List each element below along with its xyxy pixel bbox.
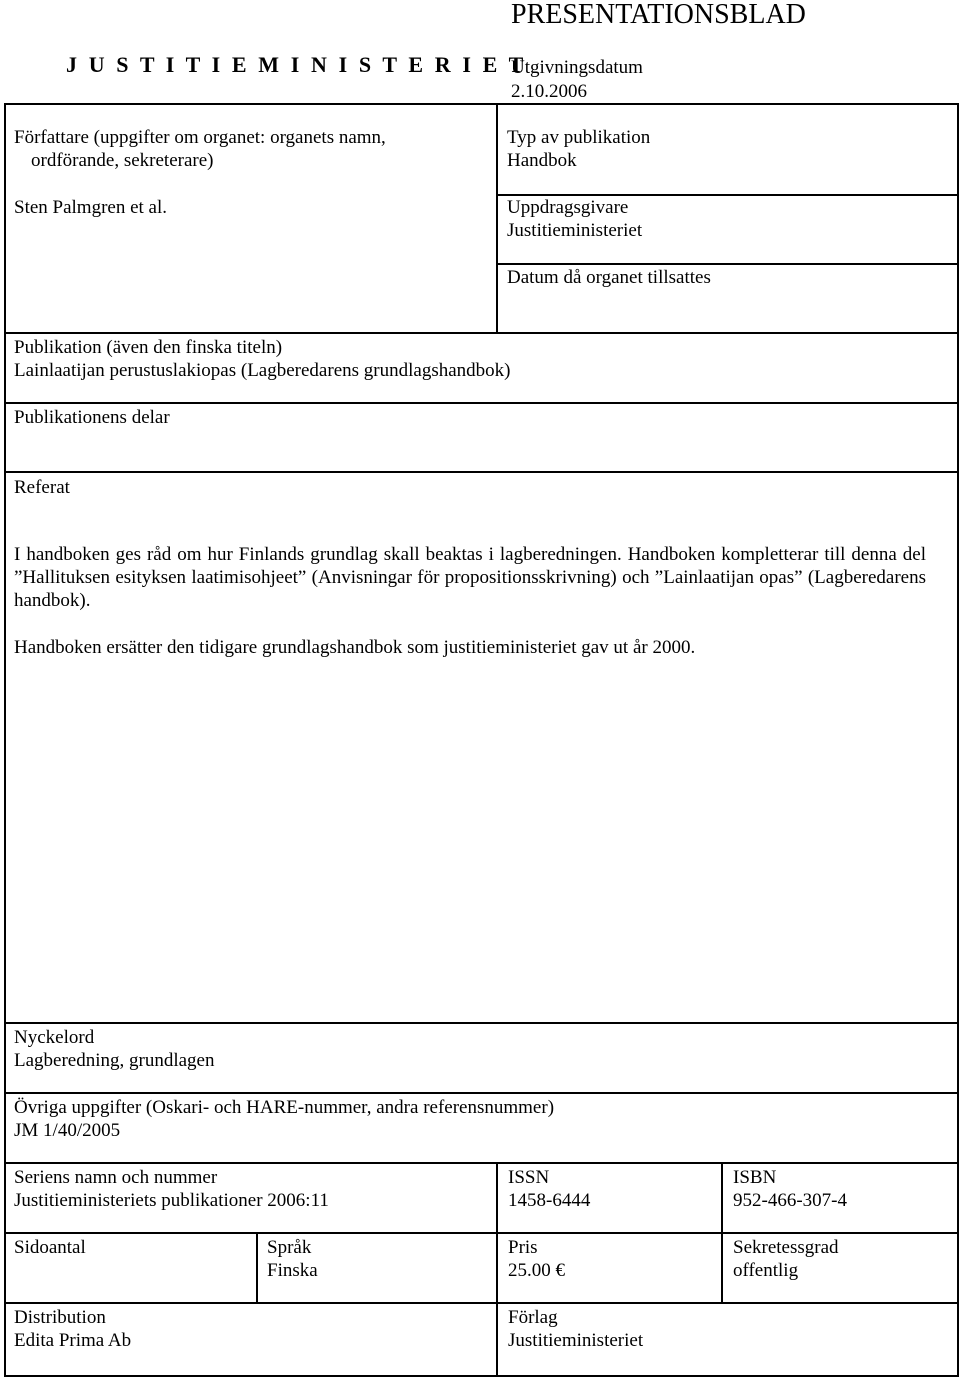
- publisher-value: Justitieministeriet: [508, 1330, 644, 1351]
- ministry-name: J U S T I T I E M I N I S T E R I E T: [66, 52, 527, 77]
- issn-label: ISSN: [508, 1167, 550, 1188]
- series-label: Seriens namn och nummer: [14, 1167, 218, 1188]
- grid-line: [4, 402, 959, 404]
- keywords-value: Lagberedning, grundlagen: [14, 1050, 215, 1071]
- appointed-label: Datum då organet tillsattes: [507, 267, 711, 288]
- publisher-label: Förlag: [508, 1307, 558, 1328]
- grid-line: [4, 103, 959, 105]
- author-label-cont: ordförande, sekreterare): [31, 150, 214, 171]
- author-value: Sten Palmgren et al.: [14, 197, 168, 218]
- publication-value: Lainlaatijan perustuslakiopas (Lagberedarens grundlagshandbok): [14, 360, 511, 381]
- series-value: Justitieministeriets publikationer 2006:11: [14, 1190, 329, 1211]
- price-value: 25.00 €: [508, 1260, 565, 1281]
- abstract-paragraph-2: Handboken ersätter den tidigare grundlagshandbok som justitieministeriet gav ut år 2000.: [14, 637, 696, 658]
- author-label: Författare (uppgifter om organet: organets namn,: [14, 127, 386, 148]
- grid-line: [4, 103, 6, 1377]
- language-value: Finska: [267, 1260, 318, 1281]
- abstract-label: Referat: [14, 477, 70, 498]
- secrecy-label: Sekretessgrad: [733, 1237, 839, 1258]
- grid-line: [496, 103, 498, 334]
- abstract-paragraph-1: I handboken ges råd om hur Finlands grundlag skall beaktas i lagberedningen. Handboken kompletterar till denna del ”Hallituksen esityksen laatimisohjeet” (Anvisningar för propositionsskrivning) och ”Lainlaatijan opas” (Lagberedarens handbok).: [14, 544, 926, 611]
- distribution-label: Distribution: [14, 1307, 106, 1328]
- keywords-label: Nyckelord: [14, 1027, 95, 1048]
- grid-line: [4, 1302, 959, 1304]
- price-label: Pris: [508, 1237, 538, 1258]
- grid-line: [4, 1092, 959, 1094]
- grid-line: [256, 1232, 258, 1304]
- commissioner-value: Justitieministeriet: [507, 220, 643, 241]
- publication-label: Publikation (även den finska titeln): [14, 337, 283, 358]
- pages-label: Sidoantal: [14, 1237, 86, 1258]
- distribution-value: Edita Prima Ab: [14, 1330, 132, 1351]
- pub-type-value: Handbok: [507, 150, 577, 171]
- grid-line: [4, 1022, 959, 1024]
- issn-value: 1458-6444: [508, 1190, 591, 1211]
- grid-line: [4, 471, 959, 473]
- grid-line: [4, 1232, 959, 1234]
- commissioner-label: Uppdragsgivare: [507, 197, 629, 218]
- grid-line: [4, 1162, 959, 1164]
- grid-line: [957, 103, 959, 1377]
- other-info-value: JM 1/40/2005: [14, 1120, 121, 1141]
- language-label: Språk: [267, 1237, 312, 1258]
- issue-date-value: 2.10.2006: [511, 81, 587, 102]
- grid-line: [496, 263, 959, 265]
- grid-line: [721, 1162, 723, 1304]
- issue-date-label: Utgivningsdatum: [511, 57, 643, 78]
- pub-type-label: Typ av publikation: [507, 127, 651, 148]
- isbn-value: 952-466-307-4: [733, 1190, 847, 1211]
- grid-line: [496, 1162, 498, 1377]
- other-info-label: Övriga uppgifter (Oskari- och HARE-nummer, andra referensnummer): [14, 1097, 555, 1118]
- secrecy-value: offentlig: [733, 1260, 799, 1281]
- parts-label: Publikationens delar: [14, 407, 170, 428]
- isbn-label: ISBN: [733, 1167, 777, 1188]
- page-title: PRESENTATIONSBLAD: [511, 0, 806, 30]
- grid-line: [4, 332, 959, 334]
